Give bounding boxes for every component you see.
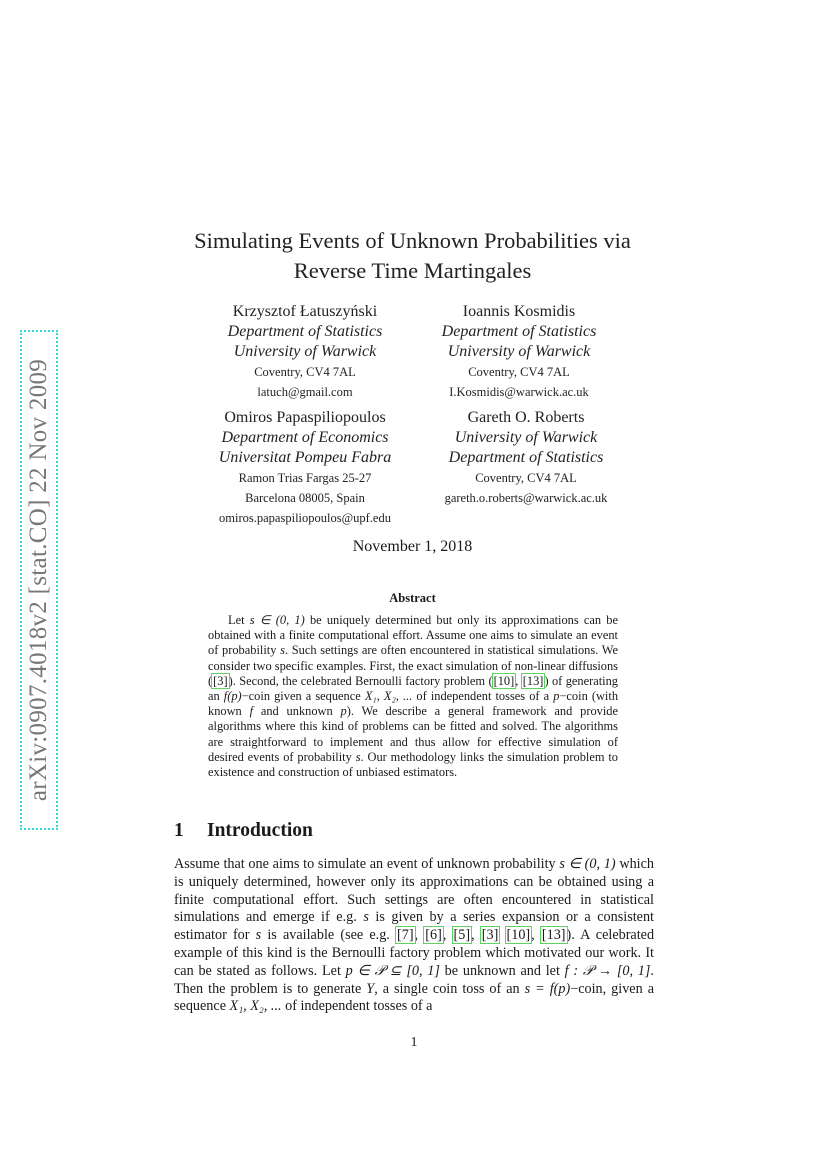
math-inline: s = f(p) xyxy=(524,980,571,997)
author-department: Department of Statistics xyxy=(441,323,597,340)
arxiv-identifier: arXiv:0907.4018v2 [stat.CO] 22 Nov 2009 xyxy=(25,358,52,802)
citation-link[interactable]: [10] xyxy=(493,673,515,688)
math-inline: f xyxy=(249,704,254,719)
author-department: Department of Statistics xyxy=(448,449,604,466)
author-address: Ramon Trias Fargas 25-27 xyxy=(238,471,372,485)
author-name: Krzysztof Łatuszyński xyxy=(232,303,378,320)
author-institution: University of Warwick xyxy=(454,429,598,446)
author-address: Coventry, CV4 7AL xyxy=(468,365,570,379)
citation-link[interactable]: [6] xyxy=(425,927,442,944)
section-title: Introduction xyxy=(207,820,313,841)
author-name: Gareth O. Roberts xyxy=(467,409,585,426)
math-inline: s ∈ (0, 1) xyxy=(249,613,305,627)
author-department: Department of Statistics xyxy=(227,323,383,340)
math-inline: X₁, X₂, ... xyxy=(364,689,413,704)
math-inline: f : 𝒫 → [0, 1] xyxy=(564,962,651,979)
author-block-2 xyxy=(419,302,619,402)
math-inline: s xyxy=(355,749,361,764)
abstract-heading: Abstract xyxy=(389,591,436,605)
citation-link[interactable]: [10] xyxy=(506,927,531,944)
author-email: gareth.o.roberts@warwick.ac.uk xyxy=(444,491,608,505)
author-institution: University of Warwick xyxy=(447,343,591,360)
citation-link[interactable]: [13] xyxy=(522,673,544,688)
math-inline: s ∈ (0, 1) xyxy=(559,856,616,872)
author-name: Omiros Papaspiliopoulos xyxy=(224,409,386,426)
title-line-1: Simulating Events of Unknown Probabilities via xyxy=(194,228,631,253)
author-email: I.Kosmidis@warwick.ac.uk xyxy=(449,385,589,399)
author-name: Ioannis Kosmidis xyxy=(462,303,576,320)
author-department: Department of Economics xyxy=(221,429,389,446)
paper-title xyxy=(150,226,675,286)
math-inline: p xyxy=(340,704,347,719)
author-block-1 xyxy=(205,302,405,402)
citation-link[interactable]: [5] xyxy=(453,927,471,944)
author-email: omiros.papaspiliopoulos@upf.edu xyxy=(219,511,391,525)
math-inline: f(p) xyxy=(223,689,242,704)
author-city: Barcelona 08005, Spain xyxy=(245,491,365,505)
citation-link[interactable]: [13] xyxy=(541,927,566,944)
citation-link[interactable]: [3] xyxy=(481,927,499,944)
title-line-2: Reverse Time Martingales xyxy=(293,258,532,283)
citation-link[interactable]: [3] xyxy=(213,673,228,688)
math-inline: s xyxy=(280,643,285,658)
paper-date: November 1, 2018 xyxy=(352,538,473,555)
section-heading xyxy=(174,820,313,842)
abstract-text: Let s ∈ (0, 1) be uniquely determined but only its approximations can be obtained with a finite computational effort. Assume one aims to simulate an event of probability s. Such settings are often encountered in statistical simulations. We consider two specific examples. First, the exact simulation of non-linear diffusions ([3]). Second, the celebrated Bernoulli factory problem ([10], [13]) of generating an f(p)−coin given a sequence X₁, X₂, ... of independent tosses of a p−coin (with known f and unknown p). We describe a general framework and provide algorithms where this kind of problems can be fitted and solved. The algorithms are straightforward to implement and thus allow for effective simulation of desired events of probability s. Our methodology links the simulation problem to existence and construction of unbiased estimators. xyxy=(208,613,619,780)
author-address: Coventry, CV4 7AL xyxy=(475,471,577,485)
author-email: latuch@gmail.com xyxy=(257,385,353,399)
author-block-3 xyxy=(205,408,405,528)
page-number: 1 xyxy=(410,1035,418,1050)
author-institution: University of Warwick xyxy=(233,343,377,360)
author-block-4 xyxy=(426,408,626,508)
arxiv-stamp xyxy=(20,330,58,830)
math-inline: p xyxy=(553,689,560,704)
math-inline: p ∈ 𝒫 ⊆ [0, 1] xyxy=(345,962,440,979)
math-inline: s xyxy=(255,927,262,944)
math-inline: Y xyxy=(366,980,375,997)
math-inline: s xyxy=(363,909,369,926)
author-institution: Universitat Pompeu Fabra xyxy=(218,449,392,466)
introduction-paragraph: Assume that one aims to simulate an event of unknown probability s ∈ (0, 1) which is uniquely determined, however only its approximations can be obtained using a finite computational effort. Such settings are often encountered in statistical simulations and emerge if e.g. s is given by a series expansion or a consistent estimator for s is available (see e.g. [7], [6], [5], [3] [10], [13]). A celebrated example of this kind is the Bernoulli factory problem which motivated our work. It can be stated as follows. Let p ∈ 𝒫 ⊆ [0, 1] be unknown and let f : 𝒫 → [0, 1]. Then the problem is to generate Y, a single coin toss of an s = f(p)−coin, given a sequence X₁, X₂, ... of independent tosses of a xyxy=(174,856,655,1015)
section-number: 1 xyxy=(174,820,184,841)
citation-link[interactable]: [7] xyxy=(397,927,414,944)
math-inline: X₁, X₂, ... xyxy=(229,998,282,1015)
author-address: Coventry, CV4 7AL xyxy=(254,365,356,379)
